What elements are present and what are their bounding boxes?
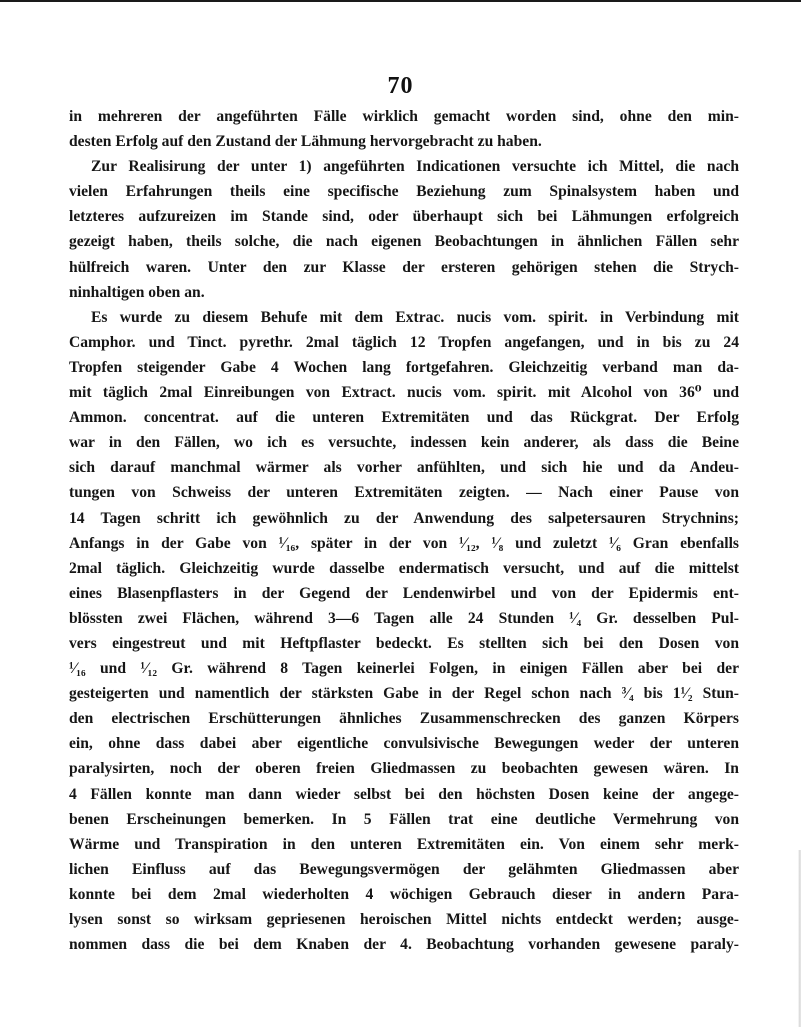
- text-line: [69, 882, 739, 907]
- text-line-content: den electrischen Erschütterungen ähnliches Zusammenschrecken des ganzen Körpers: [69, 710, 739, 728]
- text-line: [69, 606, 739, 631]
- text-line-content: 14 Tagen schritt ich gewöhnlich zu der Anwendung des salpetersauren Strychnins;: [69, 509, 739, 527]
- text-line-content: 2mal täglich. Gleichzeitig wurde dasselbe endermatisch versucht, und auf die mittelst: [69, 559, 739, 577]
- page-number: 70: [387, 73, 414, 99]
- text-line-content: benen Erscheinungen bemerken. In 5 Fällen trat eine deutliche Vermehrung von: [69, 810, 739, 828]
- text-line: [69, 380, 739, 405]
- text-line-content: 4 Fällen konnte man dann wieder selbst bei den höchsten Dosen keine der angege-: [69, 785, 739, 803]
- text-line-content: gezeigt haben, theils solche, die nach eigenen Beobachtungen in ähnlichen Fällen sehr: [69, 233, 739, 251]
- text-line: [69, 154, 739, 179]
- text-line: [69, 355, 739, 380]
- text-line: [69, 204, 739, 229]
- text-line: [69, 104, 739, 129]
- text-line-content: hülfreich waren. Unter den zur Klasse der ersteren gehörigen stehen die Strych-: [69, 258, 739, 276]
- text-line-content: ninhaltigen oben an.: [69, 283, 205, 301]
- text-line: [69, 731, 739, 756]
- text-line: [69, 255, 739, 280]
- text-line-content: Ammon. concentrat. auf die unteren Extremitäten und das Rückgrat. Der Erfolg: [69, 409, 739, 427]
- text-line-content: war in den Fällen, wo ich es versuchte, indessen kein anderer, als dass die Beine: [69, 434, 739, 452]
- text-line: [69, 807, 739, 832]
- text-line-content: blössten zwei Flächen, während 3—6 Tagen alle 24 Stunden ¹⁄₄ Gr. desselben Pul-: [69, 609, 739, 627]
- text-line: [69, 932, 739, 957]
- text-line: [69, 857, 739, 882]
- text-line-content: in mehreren der angeführten Fälle wirklich gemacht worden sind, ohne den min-: [69, 108, 739, 125]
- text-line: [69, 179, 739, 204]
- text-line: [69, 405, 739, 430]
- text-line-content: Tropfen steigender Gabe 4 Wochen lang fortgefahren. Gleichzeitig verband man da-: [69, 358, 739, 376]
- text-line-content: vers eingestreut und mit Heftpflaster bedeckt. Es stellten sich bei den Dosen von: [69, 634, 739, 652]
- text-line: [69, 480, 739, 505]
- text-line-content: desten Erfolg auf den Zustand der Lähmung hervorgebracht zu haben.: [69, 133, 542, 151]
- text-line-content: ein, ohne dass dabei aber eigentliche convulsivische Bewegungen weder der unteren: [69, 735, 739, 753]
- text-line: [69, 756, 739, 781]
- text-line-content: eines Blasenpflasters in der Gegend der Lendenwirbel und von der Epidermis ent-: [69, 584, 739, 602]
- text-line: [69, 556, 739, 581]
- text-line-content: sich darauf manchmal wärmer als vorher anfühlten, und sich hie und da Andeu-: [69, 459, 739, 477]
- text-line: [69, 656, 739, 681]
- text-line: [69, 531, 739, 556]
- text-line-content: Zur Realisirung der unter 1) angeführten Indicationen versuchte ich Mittel, die nach: [91, 158, 739, 176]
- text-line-content: konnte bei dem 2mal wiederholten 4 wöchigen Gebrauch dieser in andern Para-: [69, 885, 739, 903]
- text-line-content: Wärme und Transpiration in den unteren Extremitäten ein. Von einem sehr merk-: [69, 835, 739, 853]
- text-line: [69, 455, 739, 480]
- text-line: [69, 430, 739, 455]
- text-line: [69, 782, 739, 807]
- text-line-content: lysen sonst so wirksam gepriesenen heroischen Mittel nichts entdeckt werden; ausge-: [69, 911, 739, 928]
- text-line: [69, 581, 739, 606]
- text-line-content: Es wurde zu diesem Behufe mit dem Extrac. nucis vom. spirit. in Verbindung mit: [91, 308, 739, 326]
- text-line: [69, 129, 739, 154]
- text-line-content: vielen Erfahrungen theils eine specifische Beziehung zum Spinalsystem haben und: [69, 183, 739, 201]
- text-line-content: gesteigerten und namentlich der stärksten Gabe in der Regel schon nach ³⁄₄ bis 1¹⁄₂ Stun-: [69, 685, 739, 703]
- text-line: [69, 706, 739, 731]
- body-text: [69, 104, 739, 957]
- text-line-content: paralysirten, noch der oberen freien Gliedmassen zu beobachten gewesen wären. In: [69, 760, 739, 778]
- text-line-content: letzteres aufzureizen im Stande sind, oder überhaupt sich bei Lähmungen erfolgreich: [69, 208, 739, 226]
- text-line-content: Camphor. und Tinct. pyrethr. 2mal täglich 12 Tropfen angefangen, und in bis zu 24: [69, 333, 739, 351]
- text-line: [69, 280, 739, 305]
- text-line: [69, 330, 739, 355]
- text-line-content: Anfangs in der Gabe von ¹⁄₁₆, später in der von ¹⁄₁₂, ¹⁄₈ und zuletzt ¹⁄₆ Gran ebenfalls: [69, 534, 739, 552]
- text-line: [69, 506, 739, 531]
- text-line: [69, 229, 739, 254]
- text-line: [69, 832, 739, 857]
- text-line: [69, 305, 739, 330]
- text-line: [69, 681, 739, 706]
- text-line: [69, 631, 739, 656]
- text-line-content: tungen von Schweiss der unteren Extremitäten zeigten. — Nach einer Pause von: [69, 484, 739, 502]
- top-edge-rule: [0, 0, 801, 2]
- text-line: [69, 907, 739, 932]
- text-line-content: mit täglich 2mal Einreibungen von Extract. nucis vom. spirit. mit Alcohol von 36⁰ und: [69, 384, 739, 402]
- text-line-content: nommen dass die bei dem Knaben der 4. Beobachtung vorhanden gewesene paraly-: [69, 936, 739, 954]
- text-line-content: ¹⁄₁₆ und ¹⁄₁₂ Gr. während 8 Tagen keinerlei Folgen, in einigen Fällen aber bei der: [69, 660, 739, 678]
- text-line-content: lichen Einfluss auf das Bewegungsvermögen der gelähmten Gliedmassen aber: [69, 860, 739, 878]
